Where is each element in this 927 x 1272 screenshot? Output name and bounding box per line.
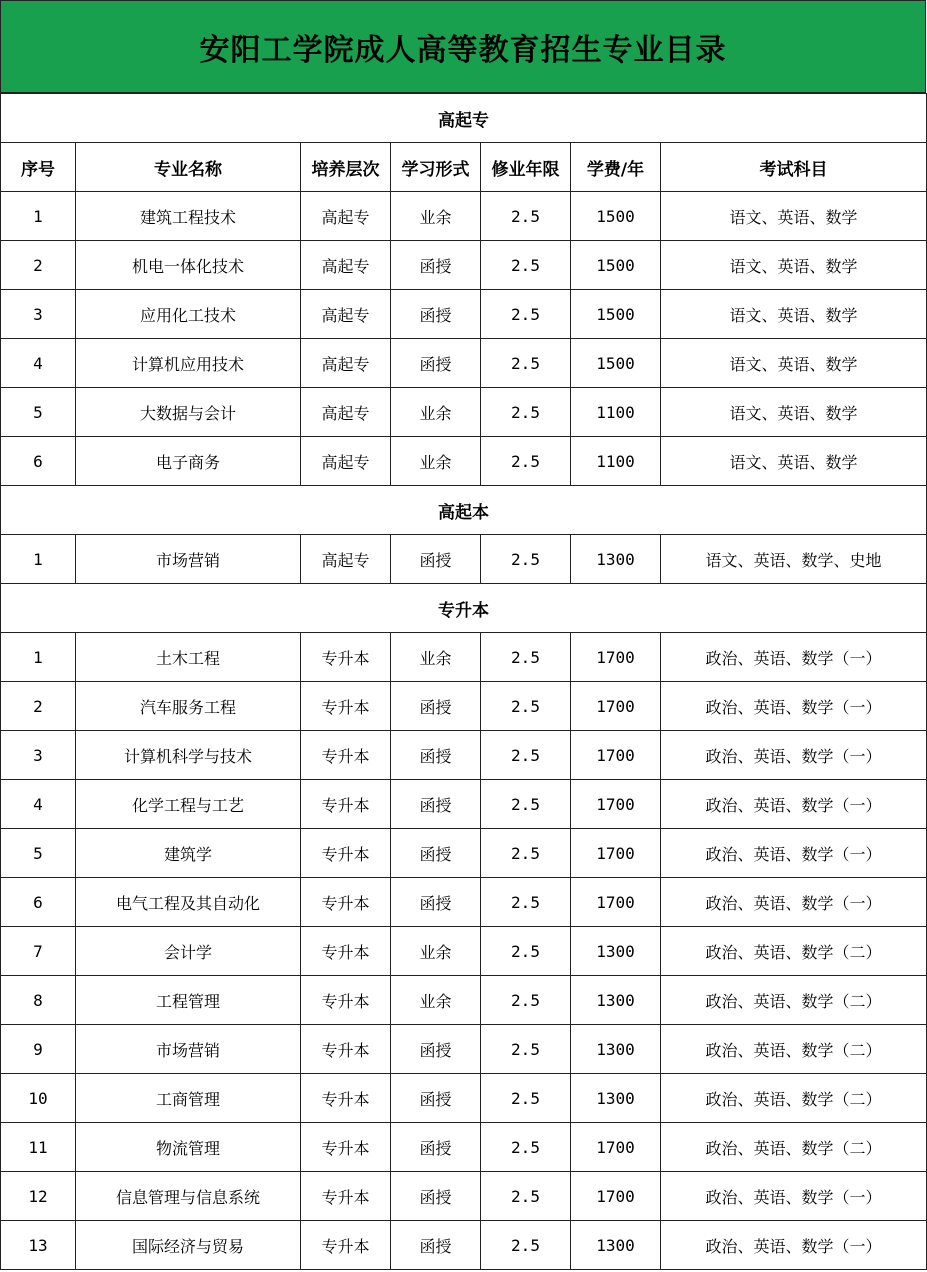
study-years-cell: 2.5	[481, 878, 571, 927]
column-header-study-years: 修业年限	[481, 143, 571, 192]
major-name-cell: 会计学	[76, 927, 301, 976]
column-header-education-level: 培养层次	[301, 143, 391, 192]
table-row	[1, 633, 927, 682]
major-name-cell: 机电一体化技术	[76, 241, 301, 290]
table-row	[1, 388, 927, 437]
exam-subjects-cell: 政治、英语、数学（二）	[661, 976, 927, 1025]
study-years-cell: 2.5	[481, 1025, 571, 1074]
exam-subjects-cell: 语文、英语、数学、史地	[661, 535, 927, 584]
exam-subjects-cell: 语文、英语、数学	[661, 388, 927, 437]
study-mode-cell: 函授	[391, 1025, 481, 1074]
study-years-cell: 2.5	[481, 192, 571, 241]
study-mode-cell: 函授	[391, 290, 481, 339]
table-row	[1, 927, 927, 976]
row-number-cell: 11	[1, 1123, 76, 1172]
table-row	[1, 437, 927, 486]
tuition-per-year-cell: 1700	[571, 1172, 661, 1221]
major-name-cell: 汽车服务工程	[76, 682, 301, 731]
column-header-row-number: 序号	[1, 143, 76, 192]
row-number-cell: 13	[1, 1221, 76, 1270]
education-level-cell: 专升本	[301, 1074, 391, 1123]
row-number-cell: 6	[1, 878, 76, 927]
study-mode-cell: 函授	[391, 829, 481, 878]
row-number-cell: 1	[1, 535, 76, 584]
table-row	[1, 1025, 927, 1074]
major-name-cell: 物流管理	[76, 1123, 301, 1172]
row-number-cell: 6	[1, 437, 76, 486]
exam-subjects-cell: 政治、英语、数学（一）	[661, 1172, 927, 1221]
table-row	[1, 535, 927, 584]
table-row	[1, 192, 927, 241]
study-mode-cell: 业余	[391, 633, 481, 682]
table-row	[1, 1123, 927, 1172]
education-level-cell: 高起专	[301, 339, 391, 388]
exam-subjects-cell: 政治、英语、数学（二）	[661, 1123, 927, 1172]
row-number-cell: 3	[1, 290, 76, 339]
major-table	[0, 93, 927, 1270]
tuition-per-year-cell: 1700	[571, 633, 661, 682]
exam-subjects-cell: 政治、英语、数学（一）	[661, 633, 927, 682]
study-mode-cell: 函授	[391, 780, 481, 829]
education-level-cell: 专升本	[301, 682, 391, 731]
row-number-cell: 10	[1, 1074, 76, 1123]
row-number-cell: 4	[1, 339, 76, 388]
section-row	[1, 94, 927, 143]
tuition-per-year-cell: 1500	[571, 339, 661, 388]
row-number-cell: 3	[1, 731, 76, 780]
study-mode-cell: 业余	[391, 192, 481, 241]
column-header-major-name: 专业名称	[76, 143, 301, 192]
major-name-cell: 电气工程及其自动化	[76, 878, 301, 927]
study-mode-cell: 函授	[391, 1221, 481, 1270]
row-number-cell: 7	[1, 927, 76, 976]
table-row	[1, 290, 927, 339]
tuition-per-year-cell: 1300	[571, 1074, 661, 1123]
tuition-per-year-cell: 1300	[571, 535, 661, 584]
tuition-per-year-cell: 1700	[571, 878, 661, 927]
study-years-cell: 2.5	[481, 780, 571, 829]
study-years-cell: 2.5	[481, 1172, 571, 1221]
tuition-per-year-cell: 1300	[571, 1221, 661, 1270]
row-number-cell: 1	[1, 633, 76, 682]
row-number-cell: 5	[1, 829, 76, 878]
education-level-cell: 专升本	[301, 731, 391, 780]
education-level-cell: 专升本	[301, 1123, 391, 1172]
education-level-cell: 专升本	[301, 878, 391, 927]
tuition-per-year-cell: 1100	[571, 388, 661, 437]
section-title: 专升本	[1, 584, 927, 633]
education-level-cell: 高起专	[301, 388, 391, 437]
study-years-cell: 2.5	[481, 976, 571, 1025]
tuition-per-year-cell: 1500	[571, 241, 661, 290]
major-name-cell: 国际经济与贸易	[76, 1221, 301, 1270]
education-level-cell: 专升本	[301, 976, 391, 1025]
exam-subjects-cell: 政治、英语、数学（二）	[661, 1025, 927, 1074]
exam-subjects-cell: 政治、英语、数学（一）	[661, 1221, 927, 1270]
exam-subjects-cell: 语文、英语、数学	[661, 241, 927, 290]
exam-subjects-cell: 政治、英语、数学（二）	[661, 1074, 927, 1123]
study-mode-cell: 函授	[391, 1172, 481, 1221]
table-row	[1, 1074, 927, 1123]
row-number-cell: 8	[1, 976, 76, 1025]
education-level-cell: 高起专	[301, 192, 391, 241]
major-name-cell: 信息管理与信息系统	[76, 1172, 301, 1221]
education-level-cell: 高起专	[301, 535, 391, 584]
major-name-cell: 建筑工程技术	[76, 192, 301, 241]
exam-subjects-cell: 语文、英语、数学	[661, 192, 927, 241]
study-years-cell: 2.5	[481, 339, 571, 388]
row-number-cell: 2	[1, 682, 76, 731]
column-header-tuition-per-year: 学费/年	[571, 143, 661, 192]
study-years-cell: 2.5	[481, 388, 571, 437]
study-years-cell: 2.5	[481, 731, 571, 780]
tuition-per-year-cell: 1500	[571, 290, 661, 339]
table-row	[1, 829, 927, 878]
table-row	[1, 731, 927, 780]
tuition-per-year-cell: 1700	[571, 731, 661, 780]
study-years-cell: 2.5	[481, 1221, 571, 1270]
table-row	[1, 878, 927, 927]
tuition-per-year-cell: 1300	[571, 1025, 661, 1074]
major-name-cell: 工商管理	[76, 1074, 301, 1123]
page-title: 安阳工学院成人高等教育招生专业目录	[0, 0, 926, 93]
education-level-cell: 专升本	[301, 780, 391, 829]
major-name-cell: 计算机应用技术	[76, 339, 301, 388]
study-mode-cell: 函授	[391, 241, 481, 290]
column-header-exam-subjects: 考试科目	[661, 143, 927, 192]
tuition-per-year-cell: 1700	[571, 1123, 661, 1172]
education-level-cell: 专升本	[301, 633, 391, 682]
study-mode-cell: 函授	[391, 731, 481, 780]
education-level-cell: 专升本	[301, 1025, 391, 1074]
exam-subjects-cell: 语文、英语、数学	[661, 339, 927, 388]
column-header-row	[1, 143, 927, 192]
exam-subjects-cell: 政治、英语、数学（二）	[661, 927, 927, 976]
study-years-cell: 2.5	[481, 1123, 571, 1172]
study-years-cell: 2.5	[481, 241, 571, 290]
education-level-cell: 高起专	[301, 290, 391, 339]
education-level-cell: 高起专	[301, 437, 391, 486]
table-row	[1, 976, 927, 1025]
study-years-cell: 2.5	[481, 927, 571, 976]
study-mode-cell: 函授	[391, 1123, 481, 1172]
section-row	[1, 486, 927, 535]
table-row	[1, 1172, 927, 1221]
exam-subjects-cell: 政治、英语、数学（一）	[661, 878, 927, 927]
major-name-cell: 工程管理	[76, 976, 301, 1025]
major-name-cell: 电子商务	[76, 437, 301, 486]
major-name-cell: 大数据与会计	[76, 388, 301, 437]
section-title: 高起本	[1, 486, 927, 535]
study-mode-cell: 函授	[391, 339, 481, 388]
exam-subjects-cell: 政治、英语、数学（一）	[661, 731, 927, 780]
study-mode-cell: 函授	[391, 535, 481, 584]
exam-subjects-cell: 语文、英语、数学	[661, 290, 927, 339]
exam-subjects-cell: 语文、英语、数学	[661, 437, 927, 486]
study-mode-cell: 业余	[391, 388, 481, 437]
table-row	[1, 241, 927, 290]
study-years-cell: 2.5	[481, 290, 571, 339]
column-header-study-mode: 学习形式	[391, 143, 481, 192]
major-name-cell: 化学工程与工艺	[76, 780, 301, 829]
table-row	[1, 682, 927, 731]
exam-subjects-cell: 政治、英语、数学（一）	[661, 780, 927, 829]
row-number-cell: 1	[1, 192, 76, 241]
major-name-cell: 土木工程	[76, 633, 301, 682]
tuition-per-year-cell: 1300	[571, 927, 661, 976]
tuition-per-year-cell: 1700	[571, 780, 661, 829]
major-name-cell: 应用化工技术	[76, 290, 301, 339]
study-years-cell: 2.5	[481, 682, 571, 731]
study-years-cell: 2.5	[481, 535, 571, 584]
table-row	[1, 1221, 927, 1270]
tuition-per-year-cell: 1700	[571, 682, 661, 731]
row-number-cell: 2	[1, 241, 76, 290]
education-level-cell: 专升本	[301, 829, 391, 878]
study-mode-cell: 业余	[391, 976, 481, 1025]
row-number-cell: 4	[1, 780, 76, 829]
study-mode-cell: 函授	[391, 682, 481, 731]
education-level-cell: 高起专	[301, 241, 391, 290]
row-number-cell: 9	[1, 1025, 76, 1074]
study-years-cell: 2.5	[481, 829, 571, 878]
study-years-cell: 2.5	[481, 633, 571, 682]
tuition-per-year-cell: 1500	[571, 192, 661, 241]
exam-subjects-cell: 政治、英语、数学（一）	[661, 682, 927, 731]
exam-subjects-cell: 政治、英语、数学（一）	[661, 829, 927, 878]
education-level-cell: 专升本	[301, 1172, 391, 1221]
study-mode-cell: 业余	[391, 927, 481, 976]
row-number-cell: 5	[1, 388, 76, 437]
row-number-cell: 12	[1, 1172, 76, 1221]
tuition-per-year-cell: 1700	[571, 829, 661, 878]
major-table-body	[1, 94, 927, 1270]
study-mode-cell: 业余	[391, 437, 481, 486]
major-name-cell: 计算机科学与技术	[76, 731, 301, 780]
section-row	[1, 584, 927, 633]
table-row	[1, 780, 927, 829]
study-years-cell: 2.5	[481, 1074, 571, 1123]
tuition-per-year-cell: 1300	[571, 976, 661, 1025]
major-name-cell: 建筑学	[76, 829, 301, 878]
study-mode-cell: 函授	[391, 878, 481, 927]
major-name-cell: 市场营销	[76, 535, 301, 584]
study-years-cell: 2.5	[481, 437, 571, 486]
section-title: 高起专	[1, 94, 927, 143]
study-mode-cell: 函授	[391, 1074, 481, 1123]
major-name-cell: 市场营销	[76, 1025, 301, 1074]
education-level-cell: 专升本	[301, 927, 391, 976]
tuition-per-year-cell: 1100	[571, 437, 661, 486]
table-row	[1, 339, 927, 388]
education-level-cell: 专升本	[301, 1221, 391, 1270]
